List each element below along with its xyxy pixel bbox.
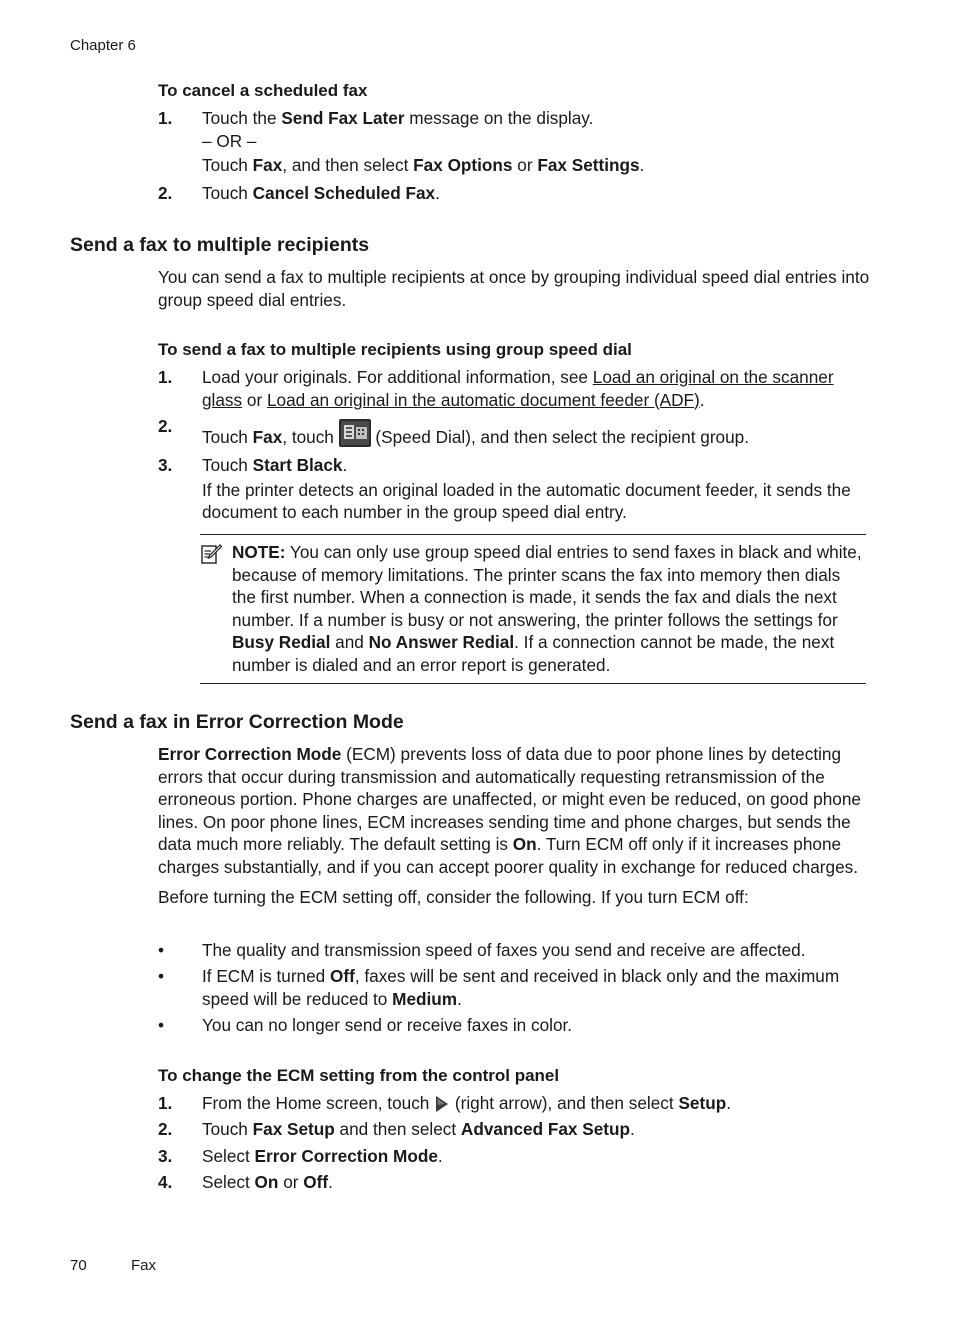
right-arrow-icon xyxy=(434,1095,450,1113)
step-body: Load your originals. For additional information, see Load an original on the scanner glass or Load an original in the automatic document feeder (ADF). xyxy=(202,367,834,410)
procedure-title-cancel: To cancel a scheduled fax xyxy=(158,81,368,100)
step-number: 2. xyxy=(158,183,173,203)
bullet-item-2 xyxy=(158,965,870,1011)
ecm-step-4 xyxy=(158,1171,870,1195)
step-number: 1. xyxy=(158,1093,173,1113)
bullet-text: You can no longer send or receive faxes in color. xyxy=(202,1015,573,1035)
ecm-step-3 xyxy=(158,1145,870,1169)
footer-section: Fax xyxy=(131,1257,157,1274)
ecm-step-2 xyxy=(158,1118,870,1142)
step-body: Touch Cancel Scheduled Fax. xyxy=(202,183,440,203)
intro-paragraph: You can send a fax to multiple recipients at once by grouping individual speed dial entries into group speed dial entries. xyxy=(158,267,870,310)
ecm-step-1 xyxy=(158,1092,870,1116)
step-number: 2. xyxy=(158,416,173,436)
note-icon xyxy=(200,543,222,565)
speed-dial-icon xyxy=(339,419,371,447)
bullet-item-3 xyxy=(158,1014,870,1038)
ecm-paragraphs xyxy=(158,743,870,917)
bullet-text: The quality and transmission speed of faxes you send and receive are affected. xyxy=(202,940,806,960)
link-scanner-glass[interactable]: Load an original on the scanner glass xyxy=(202,367,834,410)
group-step-2 xyxy=(158,415,870,449)
bullet-dot: • xyxy=(158,966,165,986)
step-body: Select On or Off. xyxy=(202,1172,333,1192)
step-number: 3. xyxy=(158,455,173,475)
section-heading-multiple-recipients: Send a fax to multiple recipients xyxy=(70,234,370,256)
group-step-1 xyxy=(158,366,870,412)
cancel-step-1 xyxy=(158,107,870,179)
link-adf[interactable]: Load an original in the automatic document feeder (ADF) xyxy=(266,389,700,410)
step-number: 1. xyxy=(158,108,173,128)
chapter-header: Chapter 6 xyxy=(70,37,136,54)
section-heading-ecm: Send a fax in Error Correction Mode xyxy=(70,711,404,733)
note-box xyxy=(200,534,866,684)
step-body: Touch Fax Setup and then select Advanced Fax Setup. xyxy=(202,1119,635,1139)
step-number: 4. xyxy=(158,1172,173,1192)
step-body: Select Error Correction Mode. xyxy=(202,1146,443,1166)
procedure-title-group-speed-dial: To send a fax to multiple recipients using group speed dial xyxy=(158,340,632,359)
ecm-paragraph-1: Error Correction Mode (ECM) prevents loss of data due to poor phone lines by detecting errors that occur during transmission and automatically requesting retransmission of the erroneous portion. Phone charges are unaffected, or might even be reduced, on good phone lines. On poor phone lines, ECM increases sending time and phone charges, but sends the data much more reliably. The default setting is On. Turn ECM off only if it increases phone charges substantially, and if you can accept poorer quality in exchange for reduced charges. xyxy=(158,744,861,877)
bullet-item-1 xyxy=(158,939,870,963)
bullet-dot: • xyxy=(158,940,165,960)
step-body: From the Home screen, touch (right arrow), and then select Setup. xyxy=(202,1093,731,1113)
procedure-title-ecm: To change the ECM setting from the control panel xyxy=(158,1066,560,1085)
note-text: NOTE: You can only use group speed dial entries to send faxes in black and white, because of memory limitations. The printer scans the fax into memory then dials the first number. When a connection is made, it sends the fax and dials the next number. If a number is busy or not answering, the printer follows the settings for Busy Redial and No Answer Redial. If a connection cannot be made, the next number is dialed and an error report is generated. xyxy=(232,542,862,675)
step-number: 2. xyxy=(158,1119,173,1139)
bullet-dot: • xyxy=(158,1015,165,1035)
page-number: 70 xyxy=(70,1257,87,1274)
group-step-3 xyxy=(158,454,870,524)
ecm-paragraph-2: Before turning the ECM setting off, consider the following. If you turn ECM off: xyxy=(158,887,749,907)
step-number: 3. xyxy=(158,1146,173,1166)
cancel-step-2 xyxy=(158,182,870,206)
bullet-text: If ECM is turned Off, faxes will be sent and received in black only and the maximum speed will be reduced to Medium. xyxy=(202,966,840,1009)
step-body: Touch Fax, touch (Speed Dial), and then select the recipient group. xyxy=(202,419,870,449)
step-number: 1. xyxy=(158,367,173,387)
step-body: Touch Start Black. If the printer detects an original loaded in the automatic document feeder, it sends the document to each number in the group speed dial entry. xyxy=(202,455,851,522)
step-body: Touch the Send Fax Later message on the display. – OR – Touch Fax, and then select Fax Options or Fax Settings. xyxy=(202,108,645,175)
